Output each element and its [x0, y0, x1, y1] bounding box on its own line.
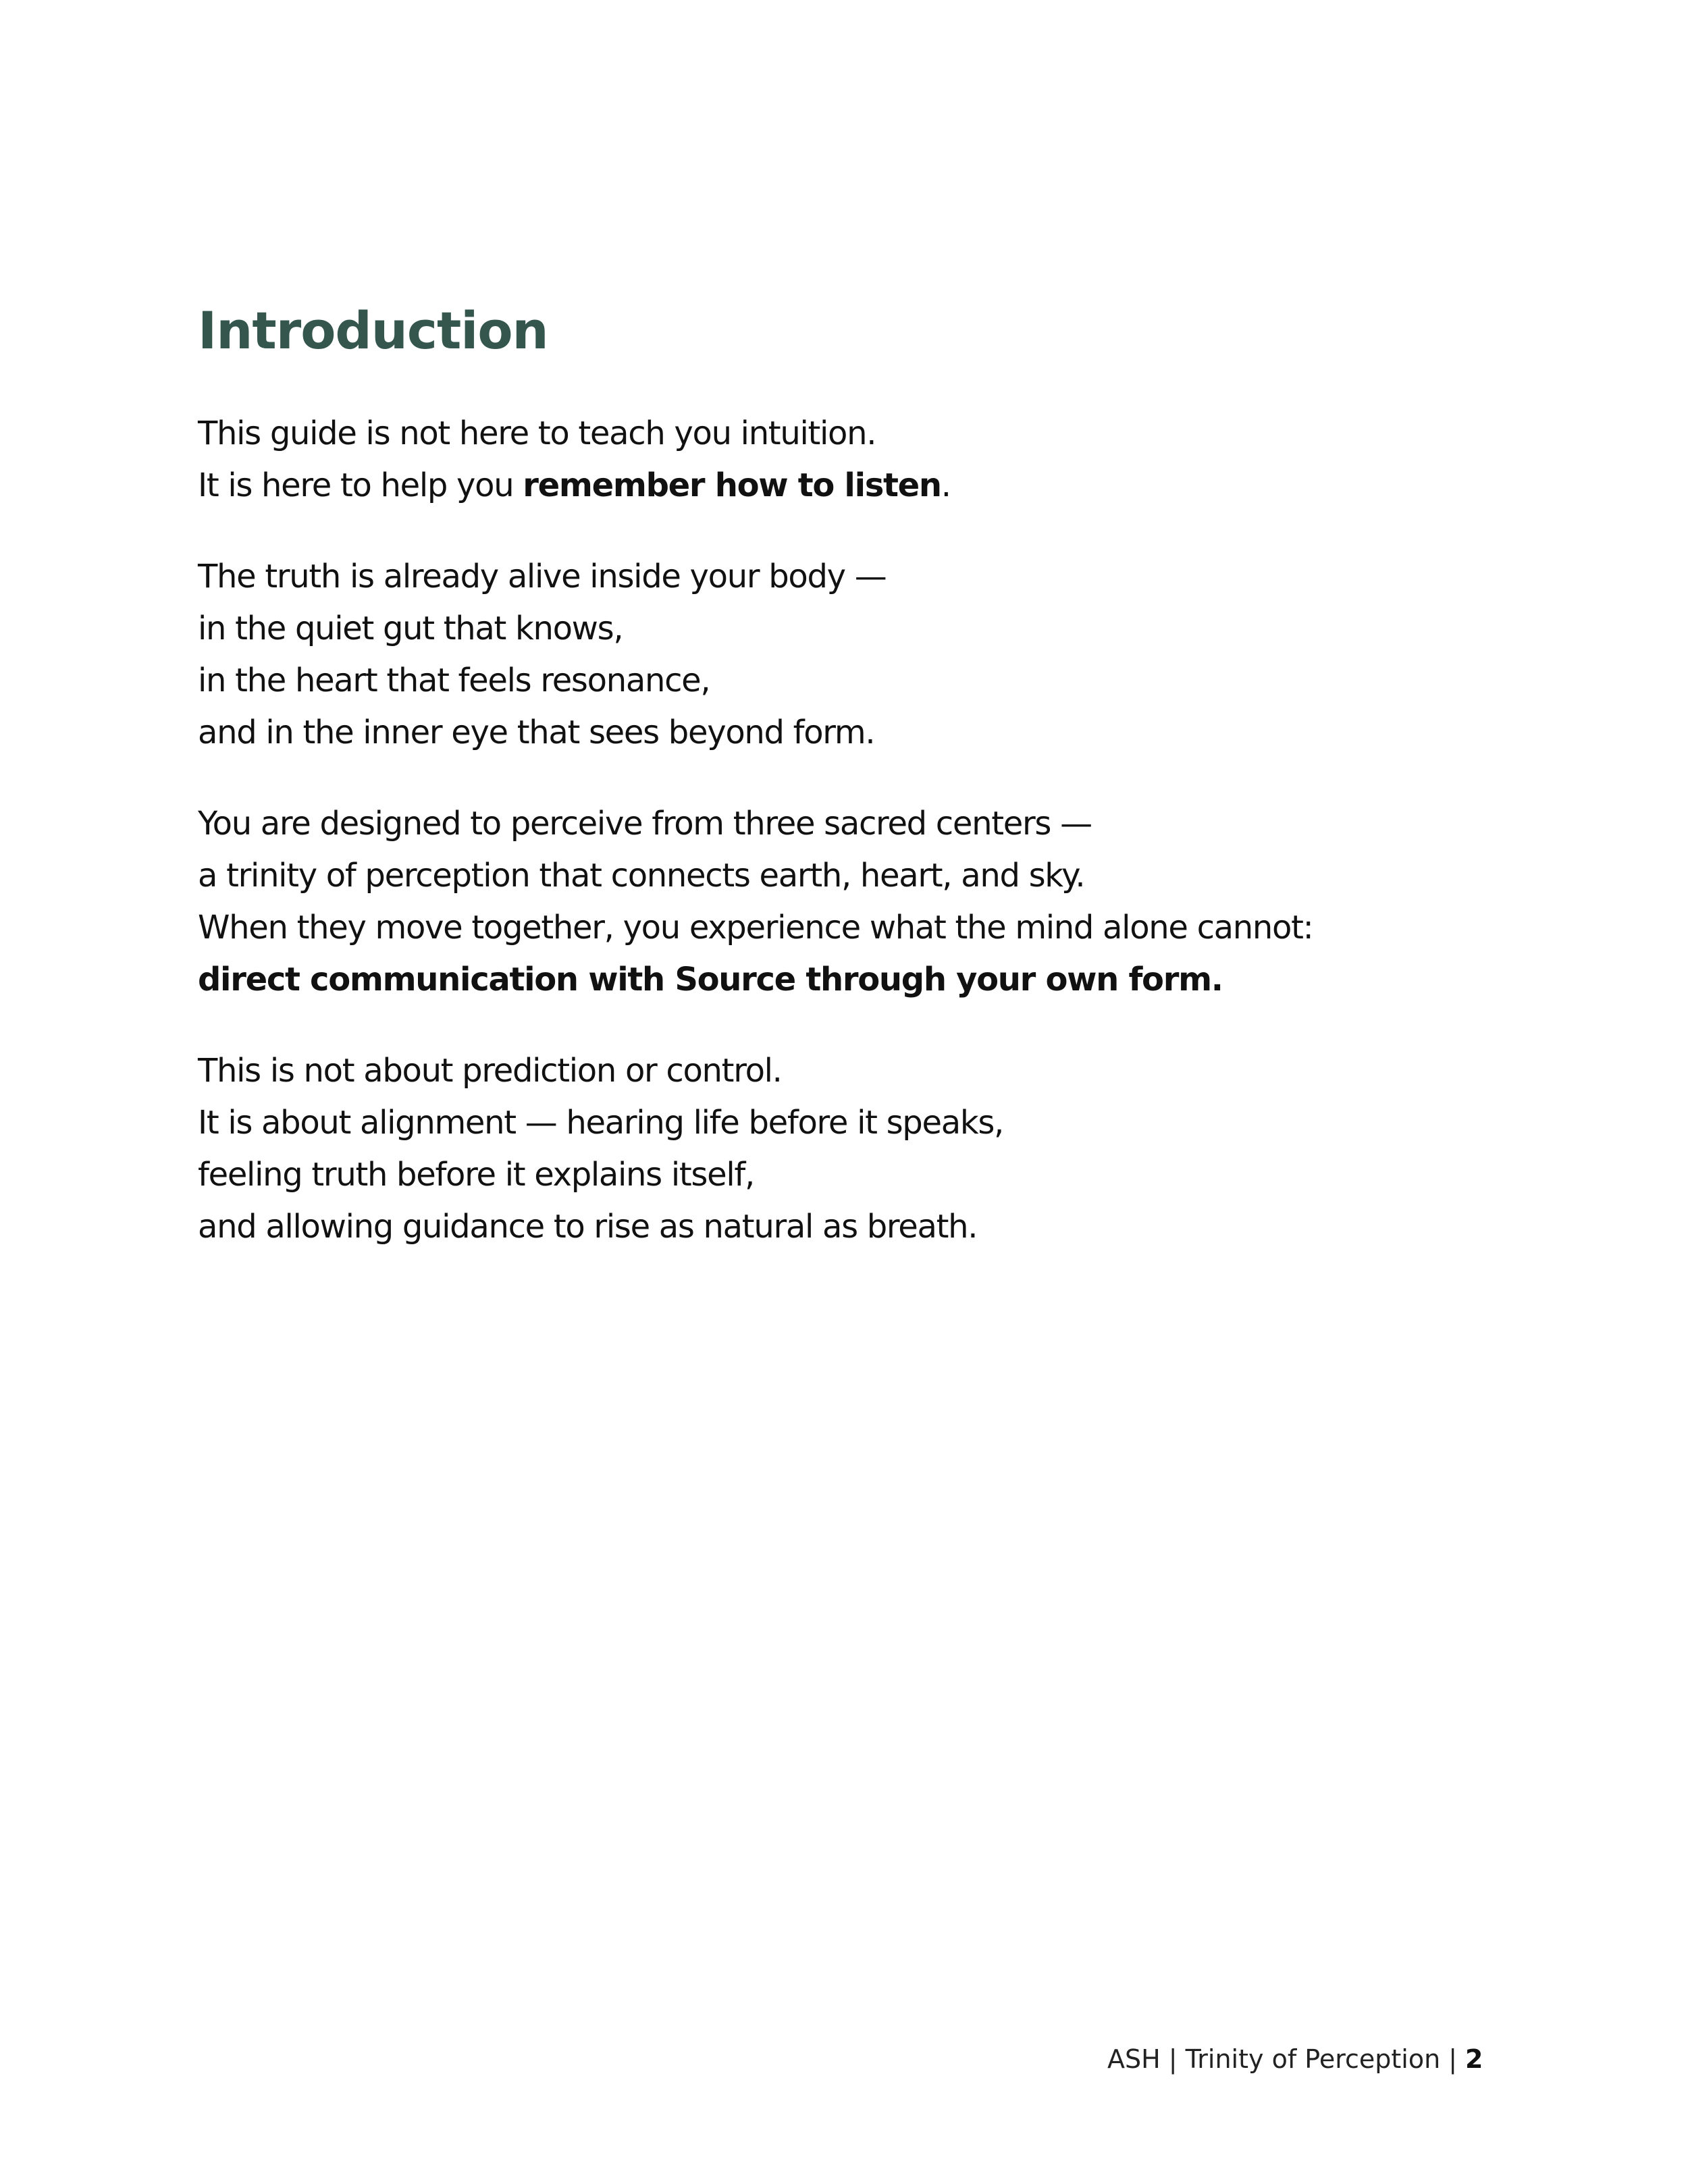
paragraph-line: a trinity of perception that connects earth, heart, and sky. — [198, 857, 1085, 895]
paragraph-2 — [198, 551, 1514, 759]
page-number: 2 — [1465, 2044, 1483, 2074]
paragraph-line: in the quiet gut that knows, — [198, 610, 623, 647]
paragraph-3 — [198, 798, 1514, 1006]
paragraph-line — [198, 460, 1514, 512]
emphasis-text: remember how to listen — [523, 467, 941, 504]
paragraph-line: It is about alignment — hearing life before it speaks, — [198, 1104, 1003, 1142]
paragraph-4 — [198, 1045, 1514, 1253]
paragraph-line: and allowing guidance to rise as natural as breath. — [198, 1208, 978, 1246]
page-title: Introduction — [198, 300, 548, 361]
line-text: It is here to help you — [198, 467, 523, 504]
line-text: . — [941, 467, 951, 504]
paragraph-line: This guide is not here to teach you intuition. — [198, 415, 876, 452]
paragraph-1 — [198, 408, 1514, 512]
paragraph-line: in the heart that feels resonance, — [198, 662, 710, 699]
paragraph-line: You are designed to perceive from three sacred centers — — [198, 805, 1092, 843]
paragraph-line: feeling truth before it explains itself, — [198, 1156, 754, 1194]
footer-title: ASH | Trinity of Perception | — [1107, 2044, 1458, 2074]
paragraph-line: The truth is already alive inside your body — — [198, 558, 887, 595]
page-footer — [1107, 2039, 1512, 2079]
paragraph-line: and in the inner eye that sees beyond form. — [198, 714, 875, 751]
paragraph-line: This is not about prediction or control. — [198, 1052, 782, 1090]
page-content — [198, 297, 1514, 1292]
emphasis-line: direct communication with Source through your own form. — [198, 961, 1223, 998]
paragraph-line: When they move together, you experience what the mind alone cannot: — [198, 909, 1313, 947]
